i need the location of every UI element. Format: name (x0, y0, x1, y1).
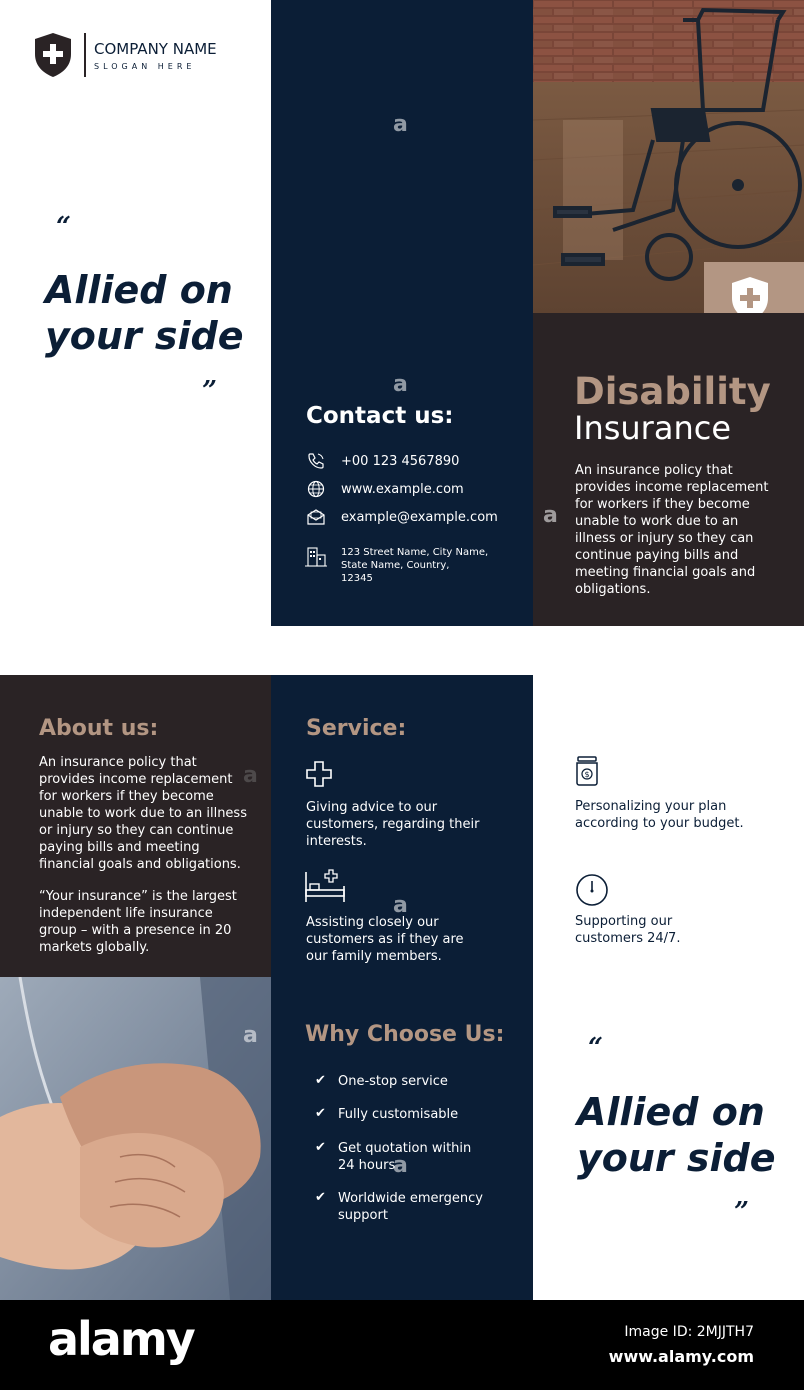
building-icon (304, 546, 328, 568)
why-item-4-text: Worldwide emergency support (338, 1191, 483, 1223)
address-line1: 123 Street Name, City Name, (341, 547, 489, 558)
company-name: COMPANY NAME (94, 39, 217, 58)
clock-icon (575, 873, 609, 912)
tagline-line1: Allied on (45, 268, 233, 312)
why-item-2-text: Fully customisable (338, 1107, 459, 1122)
slogan: SLOGAN HERE (94, 61, 196, 71)
contact-panel (271, 0, 533, 626)
service-heading: Service: (306, 716, 407, 741)
top-left-panel (0, 0, 271, 626)
service-item-2-text: Assisting closely our customers as if they are our family members. (306, 915, 464, 964)
shield-cross-icon (34, 32, 72, 78)
close-quote-mark: ” (202, 376, 217, 406)
watermark: a (543, 503, 558, 528)
contact-phone-row (306, 451, 459, 471)
address-line3: 12345 (341, 573, 373, 584)
envelope-icon (306, 507, 326, 527)
about-paragraph1: An insurance policy that provides income replacement for workers if they become unable to work due to an illness or injury so they can continue paying bills and meeting financial goals and obligations. (39, 755, 247, 872)
address-line2: State Name, Country, (341, 560, 450, 571)
check-icon: ✔ (315, 1140, 326, 1155)
service-item-4-text: Supporting our customers 24/7. (575, 914, 681, 946)
open-quote-mark-2: “ (588, 1033, 603, 1063)
hero-title (574, 370, 771, 447)
why-heading: Why Choose Us: (305, 1022, 505, 1047)
about-paragraph2: “Your insurance” is the largest independent life insurance group – with a presence in 20 markets globally. (39, 889, 237, 955)
why-item-1 (315, 1073, 448, 1090)
hero-title-line1: Disability (574, 370, 771, 413)
hero-title-line2: Insurance (574, 409, 731, 447)
svg-text:$: $ (584, 770, 590, 779)
service-item-1-text: Giving advice to our customers, regarding their interests. (306, 800, 480, 849)
watermark: a (243, 1023, 258, 1048)
holding-hands-photo (0, 977, 271, 1300)
tagline-line1: Allied on (577, 1090, 765, 1134)
phone-icon (306, 451, 326, 471)
contact-heading: Contact us: (306, 403, 454, 429)
footer-bar (0, 1300, 804, 1390)
brand-divider (84, 33, 86, 77)
check-icon: ✔ (315, 1190, 326, 1205)
why-item-3-text: Get quotation within 24 hours (338, 1141, 472, 1173)
tagline-line2: your side (45, 313, 244, 358)
watermark: a (393, 372, 408, 397)
why-item-2 (315, 1106, 458, 1123)
check-icon: ✔ (315, 1106, 326, 1121)
service-item-3-text: Personalizing your plan according to your budget. (575, 799, 744, 831)
image-id: Image ID: 2MJJTH7 (624, 1324, 754, 1340)
close-quote-mark-2: ” (734, 1197, 749, 1227)
open-quote-mark: “ (56, 212, 71, 242)
globe-icon (306, 479, 326, 499)
check-icon: ✔ (315, 1073, 326, 1088)
contact-phone[interactable]: +00 123 4567890 (341, 453, 460, 469)
contact-email[interactable]: example@example.com (341, 509, 498, 525)
medical-cross-icon (305, 760, 333, 793)
hero-description: An insurance policy that provides income replacement for workers if they become unable to work due to an illness or injury so they can continue paying bills and meeting financial goals and obligations. (575, 463, 769, 597)
contact-email-row (306, 507, 498, 527)
brand-logo (34, 32, 217, 78)
about-heading: About us: (39, 716, 159, 741)
tagline-quote-2 (577, 1090, 776, 1181)
contact-website-row (306, 479, 464, 499)
watermark: a (393, 1153, 408, 1178)
watermark: a (243, 763, 258, 788)
watermark: a (393, 893, 408, 918)
watermark: a (393, 112, 408, 137)
tagline-quote (45, 268, 244, 359)
contact-website[interactable]: www.example.com (341, 481, 464, 497)
money-jar-icon (575, 756, 599, 791)
why-item-1-text: One-stop service (338, 1074, 448, 1089)
why-item-4 (315, 1190, 488, 1224)
hospital-bed-icon (304, 868, 346, 909)
contact-address-row (304, 546, 488, 585)
alamy-logo: alamy (48, 1312, 194, 1366)
alamy-url[interactable]: www.alamy.com (608, 1347, 754, 1366)
tagline-line2: your side (577, 1135, 776, 1180)
